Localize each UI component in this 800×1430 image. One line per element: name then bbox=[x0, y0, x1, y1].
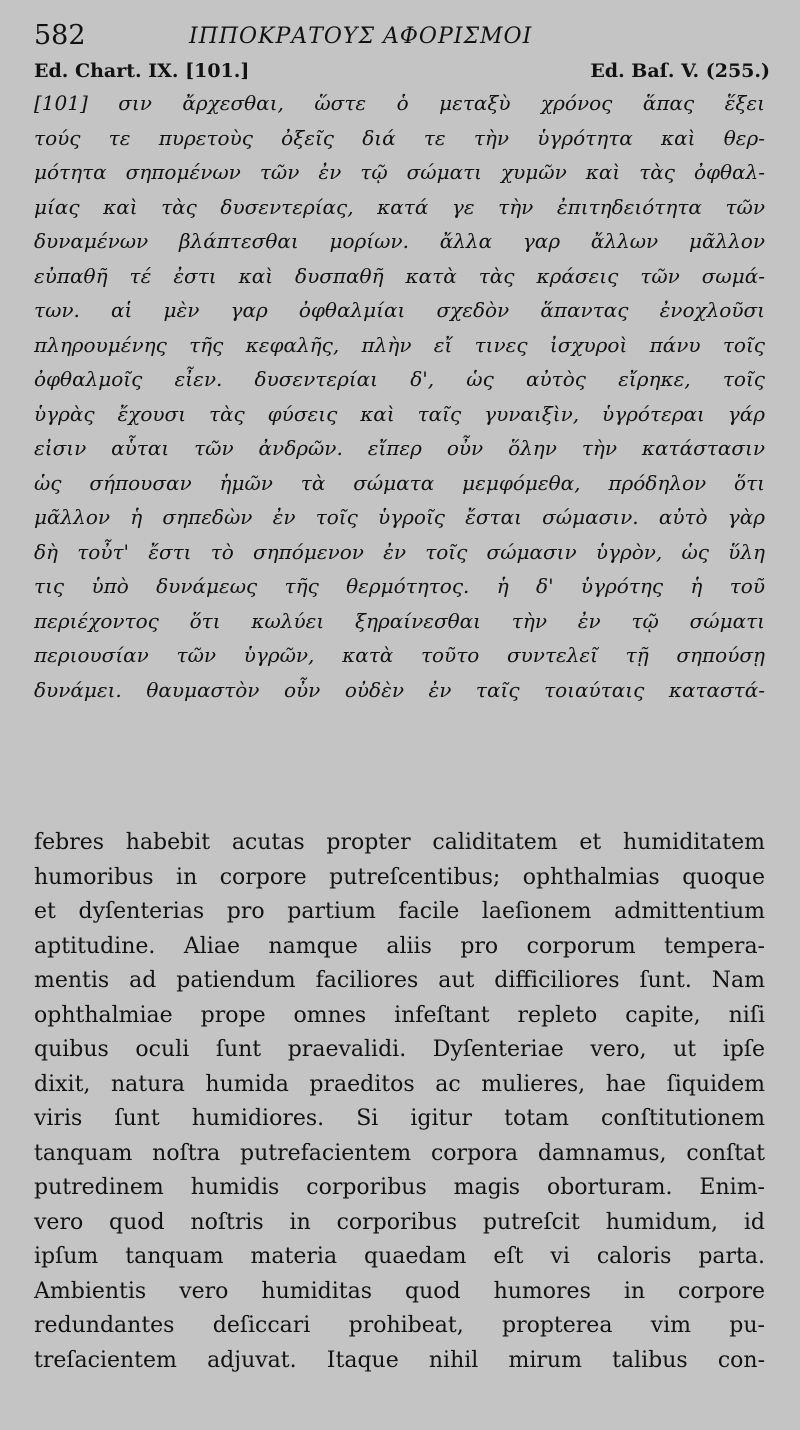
latin-text-line: humoribus in corpore putreſcentibus; ophthalmias quoque bbox=[34, 864, 765, 890]
latin-text-line: mentis ad patiendum faciliores aut difficiliores ſunt. Nam bbox=[34, 968, 765, 993]
latin-text-line: dixit, natura humida praeditos ac mulieres, hae ſiquidem bbox=[34, 1071, 765, 1097]
latin-text-line: putredinem humidis corporibus magis oborturam. Enim- bbox=[34, 1175, 765, 1200]
edition-basel-reference: Ed. Baſ. V. (255.) bbox=[590, 60, 770, 82]
greek-text-line: [101] σιν ἄρχεσθαι, ὥστε ὁ μεταξὺ χρόνος ἅπας ἕξει bbox=[34, 91, 765, 115]
greek-text-line: τούς τε πυρετοὺς ὀξεῖς διά τε τὴν ὑγρότητα καὶ θερ- bbox=[34, 125, 765, 150]
greek-text-line: ὡς σήπουσαν ἡμῶν τὰ σώματα μεμφόμεθα, πρόδηλον ὅτι bbox=[34, 470, 765, 495]
latin-text-line: viris ſunt humidiores. Si igitur totam conſtitutionem bbox=[34, 1106, 765, 1131]
greek-text-line: τις ὑπὸ δυνάμεως τῆς θερμότητος. ἡ δ' ὑγρότης ἡ τοῦ bbox=[34, 574, 765, 598]
greek-text-line: μότητα σηπομένων τῶν ἐν τῷ σώματι χυμῶν καὶ τὰς ὀφθαλ- bbox=[34, 160, 765, 184]
edition-reference-line bbox=[34, 60, 770, 88]
greek-text-line: μίας καὶ τὰς δυσεντερίας, κατά γε τὴν ἐπιτηδειότητα τῶν bbox=[34, 194, 765, 219]
greek-text-line: περιέχοντος ὅτι κωλύει ξηραίνεσθαι τὴν ἐν τῷ σώματι bbox=[34, 608, 765, 633]
greek-text-block bbox=[34, 86, 765, 707]
greek-text-line: ὑγρὰς ἔχουσι τὰς φύσεις καὶ ταῖς γυναιξὶν, ὑγρότεραι γάρ bbox=[34, 401, 765, 426]
greek-text-line: δὴ τοὖτ' ἔστι τὸ σηπόμενον ἐν τοῖς σώμασιν ὑγρὸν, ὡς ὕλη bbox=[34, 539, 765, 564]
page-header bbox=[34, 20, 770, 54]
latin-text-line: aptitudine. Aliae namque aliis pro corporum tempera- bbox=[34, 933, 765, 959]
latin-text-line: et dyſenterias pro partium facile laeſionem admittentium bbox=[34, 899, 765, 924]
greek-text-line: μᾶλλον ἡ σηπεδὼν ἐν τοῖς ὑγροῖς ἔσται σώμασιν. αὐτὸ γὰρ bbox=[34, 505, 765, 529]
greek-text-line: εὐπαθῆ τέ ἐστι καὶ δυσπαθῆ κατὰ τὰς κράσεις τῶν σωμά- bbox=[34, 263, 765, 288]
page-number: 582 bbox=[34, 20, 86, 51]
latin-text-line: ophthalmiae prope omnes infeſtant repleto capite, niſi bbox=[34, 1002, 765, 1028]
latin-text-block bbox=[34, 826, 765, 1378]
latin-text-line: treſacientem adjuvat. Itaque nihil mirum talibus con- bbox=[34, 1347, 765, 1373]
latin-text-line: quibus oculi ſunt praevalidi. Dyſenteriae vero, ut ipſe bbox=[34, 1037, 765, 1062]
greek-text-line: εἰσιν αὗται τῶν ἀνδρῶν. εἴπερ οὖν ὅλην τὴν κατάστασιν bbox=[34, 436, 765, 460]
running-title: ΙΠΠΟΚΡΑΤΟΥΣ ΑΦΟΡΙΣΜΟΙ bbox=[189, 24, 533, 49]
latin-text-line: ipſum tanquam materia quaedam eſt vi caloris parta. bbox=[34, 1244, 765, 1269]
greek-text-line: πληρουμένης τῆς κεφαλῆς, πλὴν εἴ τινες ἰσχυροὶ πάνυ τοῖς bbox=[34, 332, 765, 357]
greek-text-line: δυνάμει. θαυμαστὸν οὖν οὐδὲν ἐν ταῖς τοιαύταις καταστά- bbox=[34, 677, 765, 702]
edition-chart-reference: Ed. Chart. IX. [101.] bbox=[34, 60, 250, 82]
latin-text-line: tanquam noſtra putrefacientem corpora damnamus, conſtat bbox=[34, 1140, 765, 1166]
latin-text-line: vero quod noſtris in corporibus putreſcit humidum, id bbox=[34, 1209, 765, 1235]
latin-text-line: febres habebit acutas propter caliditatem et humiditatem bbox=[34, 830, 765, 855]
greek-text-line: δυναμένων βλάπτεσθαι μορίων. ἄλλα γαρ ἄλλων μᾶλλον bbox=[34, 229, 765, 253]
greek-text-line: των. αἱ μὲν γαρ ὀφθαλμίαι σχεδὸν ἅπαντας ἐνοχλοῦσι bbox=[34, 298, 765, 322]
greek-text-line: ὀφθαλμοῖς εἶεν. δυσεντερίαι δ', ὡς αὐτὸς εἴρηκε, τοῖς bbox=[34, 367, 765, 391]
latin-text-line: Ambientis vero humiditas quod humores in corpore bbox=[34, 1278, 765, 1304]
latin-text-line: redundantes deſiccari prohibeat, propterea vim pu- bbox=[34, 1313, 765, 1338]
greek-text-line: περιουσίαν τῶν ὑγρῶν, κατὰ τοῦτο συντελεῖ τῇ σηπούσῃ bbox=[34, 643, 765, 667]
